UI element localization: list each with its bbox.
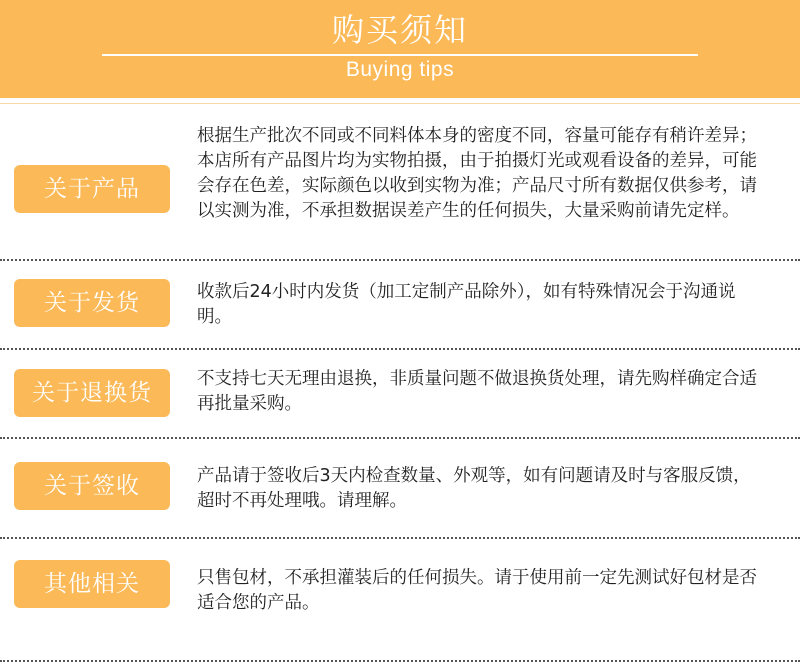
section-text-product: 根据生产批次不同或不同料体本身的密度不同，容量可能存有稍许差异；本店所有产品图片均为实物拍摄，由于拍摄灯光或观看设备的差异，可能会存在色差，实际颜色以收到实物为准；产品尺寸所有数据仅供参考，请以实测为准，不承担数据误差产生的任何损失，大量采购前请先定样。 <box>197 126 757 221</box>
section-label-returns: 关于退换货 <box>14 369 170 417</box>
section-divider <box>0 437 800 439</box>
section-divider <box>0 537 800 539</box>
section-label-signing: 关于签收 <box>14 462 170 510</box>
section-divider <box>0 348 800 350</box>
section-label-other: 其他相关 <box>14 560 170 608</box>
section-text-signing: 产品请于签收后3天内检查数量、外观等，如有问题请及时与客服反馈，超时不再处理哦。请理解。 <box>197 466 751 511</box>
header-divider <box>0 98 800 104</box>
section-text-other: 只售包材，不承担灌装后的任何损失。请于使用前一定先测试好包材是否适合您的产品。 <box>197 568 757 613</box>
section-text-returns: 不支持七天无理由退换，非质量问题不做退换货处理，请先购样确定合适再批量采购。 <box>197 369 757 414</box>
page-subtitle: Buying tips <box>345 58 455 81</box>
header-banner <box>0 0 800 98</box>
section-text-shipping: 收款后24小时内发货（加工定制产品除外），如有特殊情况会于沟通说明。 <box>197 282 736 327</box>
section-label-shipping: 关于发货 <box>14 279 170 327</box>
section-label-product: 关于产品 <box>14 165 170 213</box>
section-divider <box>0 259 800 261</box>
section-divider <box>0 660 800 662</box>
page-title: 购买须知 <box>331 11 468 49</box>
